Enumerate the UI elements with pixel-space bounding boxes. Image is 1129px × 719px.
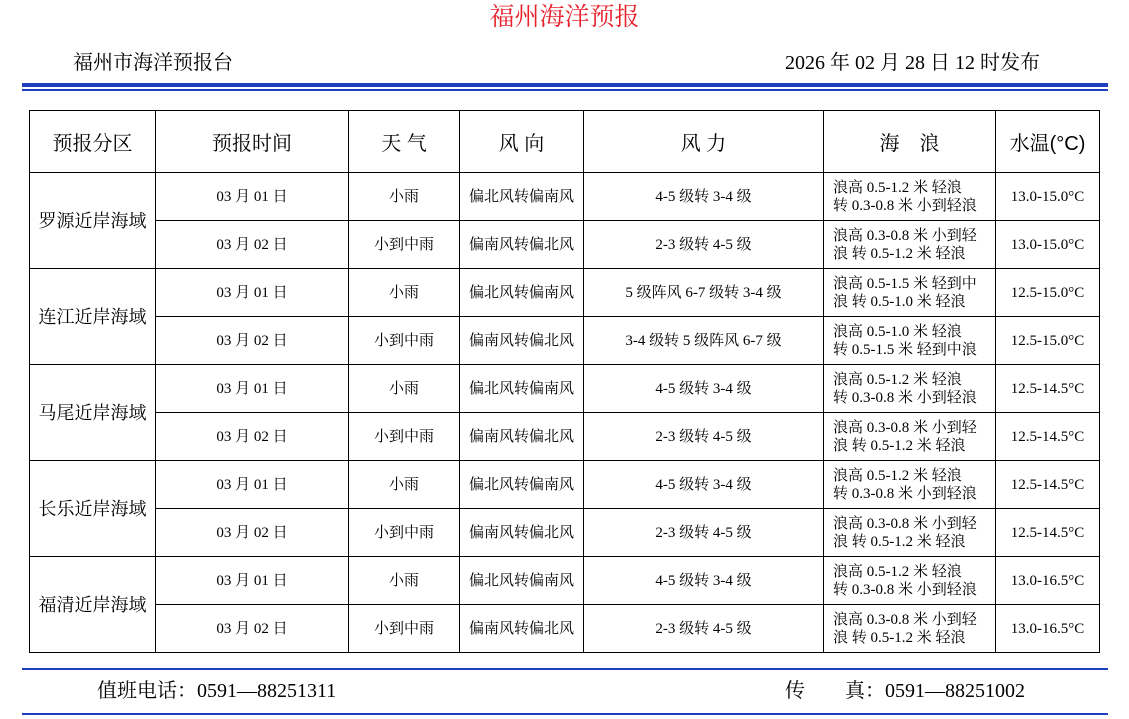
wind-direction: 偏北风转偏南风 <box>460 365 584 413</box>
table-row <box>30 413 1100 461</box>
wind-direction: 偏南风转偏北风 <box>460 221 584 269</box>
region-name: 长乐近岸海域 <box>30 461 156 557</box>
header-divider-thin <box>22 89 1108 91</box>
weather: 小到中雨 <box>349 317 460 365</box>
water-temperature: 13.0-15.0°C <box>996 221 1100 269</box>
forecast-date: 03 月 02 日 <box>156 509 349 557</box>
water-temperature: 13.0-16.5°C <box>996 557 1100 605</box>
duty-phone-label: 值班电话： <box>97 680 197 702</box>
weather: 小雨 <box>349 365 460 413</box>
table-row <box>30 269 1100 317</box>
wind-direction: 偏北风转偏南风 <box>460 461 584 509</box>
water-temperature: 12.5-14.5°C <box>996 365 1100 413</box>
wind-direction: 偏北风转偏南风 <box>460 269 584 317</box>
wind-direction: 偏南风转偏北风 <box>460 317 584 365</box>
table-header-row <box>30 111 1100 173</box>
forecast-date: 03 月 01 日 <box>156 365 349 413</box>
forecast-date: 03 月 02 日 <box>156 605 349 653</box>
table-row <box>30 605 1100 653</box>
wave-forecast: 浪高 0.3-0.8 米 小到轻浪 转 0.5-1.2 米 轻浪 <box>824 509 996 557</box>
page-title: 福州海洋预报 <box>489 4 640 31</box>
weather: 小到中雨 <box>349 413 460 461</box>
wave-forecast: 浪高 0.3-0.8 米 小到轻浪 转 0.5-1.2 米 轻浪 <box>824 605 996 653</box>
water-temperature: 12.5-15.0°C <box>996 269 1100 317</box>
column-header-forecast-time: 预报时间 <box>156 111 349 173</box>
wind-force: 5 级阵风 6-7 级转 3-4 级 <box>584 269 824 317</box>
region-name: 连江近岸海域 <box>30 269 156 365</box>
forecast-date: 03 月 02 日 <box>156 221 349 269</box>
forecast-date: 03 月 01 日 <box>156 269 349 317</box>
forecast-date: 03 月 01 日 <box>156 173 349 221</box>
duty-phone <box>97 678 336 704</box>
weather: 小到中雨 <box>349 605 460 653</box>
column-header-region: 预报分区 <box>30 111 156 173</box>
wave-forecast: 浪高 0.5-1.2 米 轻浪 转 0.3-0.8 米 小到轻浪 <box>824 461 996 509</box>
wave-forecast: 浪高 0.5-1.5 米 轻到中浪 转 0.5-1.0 米 轻浪 <box>824 269 996 317</box>
table-row <box>30 221 1100 269</box>
wind-force: 4-5 级转 3-4 级 <box>584 365 824 413</box>
table-row <box>30 461 1100 509</box>
wave-forecast: 浪高 0.3-0.8 米 小到轻浪 转 0.5-1.2 米 轻浪 <box>824 413 996 461</box>
table-row <box>30 317 1100 365</box>
region-name: 福清近岸海域 <box>30 557 156 653</box>
fax-label: 传 真： <box>785 680 885 702</box>
wave-forecast: 浪高 0.5-1.0 米 轻浪 转 0.5-1.5 米 轻到中浪 <box>824 317 996 365</box>
water-temperature: 12.5-14.5°C <box>996 413 1100 461</box>
wave-forecast: 浪高 0.5-1.2 米 轻浪 转 0.3-0.8 米 小到轻浪 <box>824 557 996 605</box>
water-temperature: 12.5-15.0°C <box>996 317 1100 365</box>
water-temperature: 13.0-15.0°C <box>996 173 1100 221</box>
wind-direction: 偏南风转偏北风 <box>460 509 584 557</box>
wind-force: 3-4 级转 5 级阵风 6-7 级 <box>584 317 824 365</box>
column-header-wind-direction: 风 向 <box>460 111 584 173</box>
issuer-name: 福州市海洋预报台 <box>73 52 233 74</box>
weather: 小到中雨 <box>349 221 460 269</box>
forecast-table <box>29 110 1100 653</box>
forecast-date: 03 月 01 日 <box>156 461 349 509</box>
region-name: 马尾近岸海域 <box>30 365 156 461</box>
wind-force: 4-5 级转 3-4 级 <box>584 461 824 509</box>
wind-force: 2-3 级转 4-5 级 <box>584 509 824 557</box>
water-temperature: 13.0-16.5°C <box>996 605 1100 653</box>
weather: 小雨 <box>349 269 460 317</box>
forecast-date: 03 月 02 日 <box>156 317 349 365</box>
table-row <box>30 365 1100 413</box>
wave-forecast: 浪高 0.5-1.2 米 轻浪 转 0.3-0.8 米 小到轻浪 <box>824 365 996 413</box>
water-temperature: 12.5-14.5°C <box>996 509 1100 557</box>
wind-direction: 偏南风转偏北风 <box>460 605 584 653</box>
column-header-wind-force: 风 力 <box>584 111 824 173</box>
weather: 小雨 <box>349 557 460 605</box>
wave-forecast: 浪高 0.5-1.2 米 轻浪 转 0.3-0.8 米 小到轻浪 <box>824 173 996 221</box>
forecast-date: 03 月 01 日 <box>156 557 349 605</box>
wind-direction: 偏北风转偏南风 <box>460 557 584 605</box>
region-name: 罗源近岸海域 <box>30 173 156 269</box>
fax-number: 0591—88251002 <box>885 680 1025 702</box>
issue-time: 2026 年 02 月 28 日 12 时发布 <box>785 52 1040 74</box>
wind-direction: 偏南风转偏北风 <box>460 413 584 461</box>
column-header-waves: 海 浪 <box>824 111 996 173</box>
footer-divider-top <box>22 668 1108 670</box>
column-header-weather: 天 气 <box>349 111 460 173</box>
weather: 小到中雨 <box>349 509 460 557</box>
wind-force: 4-5 级转 3-4 级 <box>584 173 824 221</box>
weather: 小雨 <box>349 173 460 221</box>
weather: 小雨 <box>349 461 460 509</box>
fax <box>785 678 1025 704</box>
table-row <box>30 173 1100 221</box>
wave-forecast: 浪高 0.3-0.8 米 小到轻浪 转 0.5-1.2 米 轻浪 <box>824 221 996 269</box>
column-header-water-temperature: 水温(°C) <box>996 111 1100 173</box>
duty-phone-number: 0591—88251311 <box>197 680 337 702</box>
table-row <box>30 557 1100 605</box>
header-divider-thick <box>22 83 1108 87</box>
wind-force: 4-5 级转 3-4 级 <box>584 557 824 605</box>
forecast-date: 03 月 02 日 <box>156 413 349 461</box>
water-temperature: 12.5-14.5°C <box>996 461 1100 509</box>
wind-force: 2-3 级转 4-5 级 <box>584 605 824 653</box>
table-row <box>30 509 1100 557</box>
wind-force: 2-3 级转 4-5 级 <box>584 413 824 461</box>
wind-force: 2-3 级转 4-5 级 <box>584 221 824 269</box>
footer-divider-bottom <box>22 713 1108 715</box>
wind-direction: 偏北风转偏南风 <box>460 173 584 221</box>
